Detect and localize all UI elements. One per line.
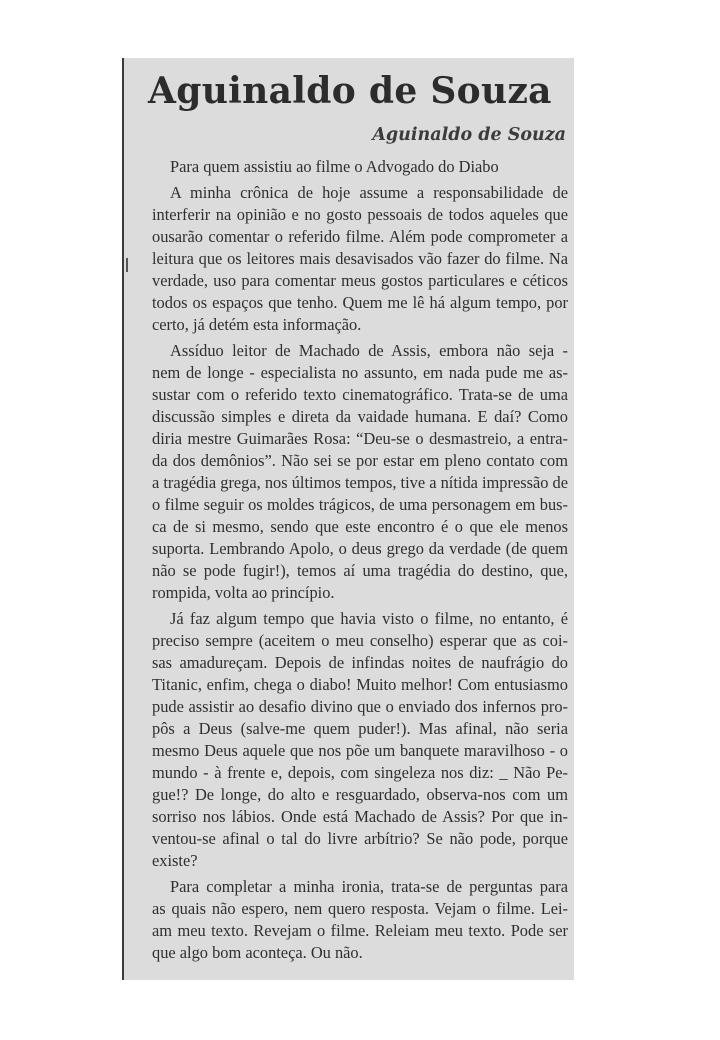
text-line: rompida, volta ao princípio. — [152, 583, 335, 602]
text-line: Para completar a minha ironia, trata-se de perguntas para — [170, 877, 568, 896]
text-line: mesmo Deus aquele que nos põe um banquete maravilhoso - o — [152, 741, 568, 760]
text-line: interferir na opinião e no gosto pessoais de todos aqueles que — [152, 205, 568, 224]
text-line: certo, já detém esta informação. — [152, 315, 362, 334]
text-line: sustar com o referido texto cinematográfico. Trata-se de uma — [152, 385, 568, 404]
text-line: gue!? De longe, do alto e resguardado, observa-nos com um — [152, 785, 568, 804]
text-line: Assíduo leitor de Machado de Assis, embora não seja - — [170, 341, 568, 360]
text-line: Para quem assistiu ao filme o Advogado do Diabo — [170, 157, 499, 176]
text-line: a tragédia grega, nos últimos tempos, tive a nítida impressão de — [152, 473, 569, 492]
scan-edge-mark — [126, 258, 128, 272]
text-line: preciso sempre (aceitem o meu conselho) esperar que as coi- — [152, 631, 568, 650]
text-line: sorriso nos lábios. Onde está Machado de Assis? Por que in- — [152, 807, 568, 826]
text-line: ca de si mesmo, sendo que este encontro é o que ele menos — [152, 517, 568, 536]
text-line: não se pode fugir!), temos aí uma tragédia do destino, que, — [152, 561, 568, 580]
paragraph — [152, 182, 568, 336]
text-line: sas amadureçam. Depois de infindas noites de naufrágio do — [152, 653, 568, 672]
headline: Aguinaldo de Souza — [148, 70, 552, 112]
text-line: as quais não espero, nem quero resposta. Vejam o filme. Lei- — [152, 899, 568, 918]
text-line: leitura que os leitores mais desavisados vão fazer do filme. Na — [152, 249, 568, 268]
text-line: nem de longe - especialista no assunto, em nada pude me as- — [152, 363, 568, 382]
text-line: o filme seguir os moldes trágicos, de uma personagem em bus- — [152, 495, 568, 514]
text-line: diria mestre Guimarães Rosa: “Deu-se o desmastreio, a entra- — [152, 429, 568, 448]
text-line: verdade, uso para comentar meus gostos particulares e céticos — [152, 271, 568, 290]
text-line: Titanic, enfim, chega o diabo! Muito melhor! Com entusiasmo — [152, 675, 568, 694]
newspaper-clipping — [122, 58, 574, 980]
text-line: pôs a Deus (salve-me quem puder!). Mas afinal, não seria — [152, 719, 568, 738]
text-line: suporta. Lembrando Apolo, o deus grego da verdade (de quem — [152, 539, 568, 558]
text-line: pude assistir ao desafio divino que o enviado dos infernos pro- — [152, 697, 568, 716]
text-line: ventou-se afinal o tal do livre arbítrio? Se não pode, porque — [152, 829, 568, 848]
byline: Aguinaldo de Souza — [372, 125, 566, 145]
paragraph — [152, 340, 568, 604]
text-line: Já faz algum tempo que havia visto o filme, no entanto, é — [170, 609, 568, 628]
article-body — [152, 156, 568, 964]
paragraph — [152, 608, 568, 872]
text-line: A minha crônica de hoje assume a responsabilidade de — [170, 183, 568, 202]
text-line: todos os espaços que tenho. Quem me lê há algum tempo, por — [152, 293, 568, 312]
text-line: da dos demônios”. Não sei se por estar em pleno contato com — [152, 451, 568, 470]
paragraph — [152, 156, 568, 178]
paragraph — [152, 876, 568, 964]
text-line: existe? — [152, 851, 198, 870]
text-line: mundo - à frente e, depois, com singeleza nos diz: _ Não Pe- — [152, 763, 568, 782]
text-line: discussão simples e direta da vaidade humana. E daí? Como — [152, 407, 568, 426]
text-line: que algo bom aconteça. Ou não. — [152, 943, 363, 962]
text-line: ousarão comentar o referido filme. Além pode comprometer a — [152, 227, 568, 246]
text-line: am meu texto. Revejam o filme. Releiam meu texto. Pode ser — [152, 921, 568, 940]
